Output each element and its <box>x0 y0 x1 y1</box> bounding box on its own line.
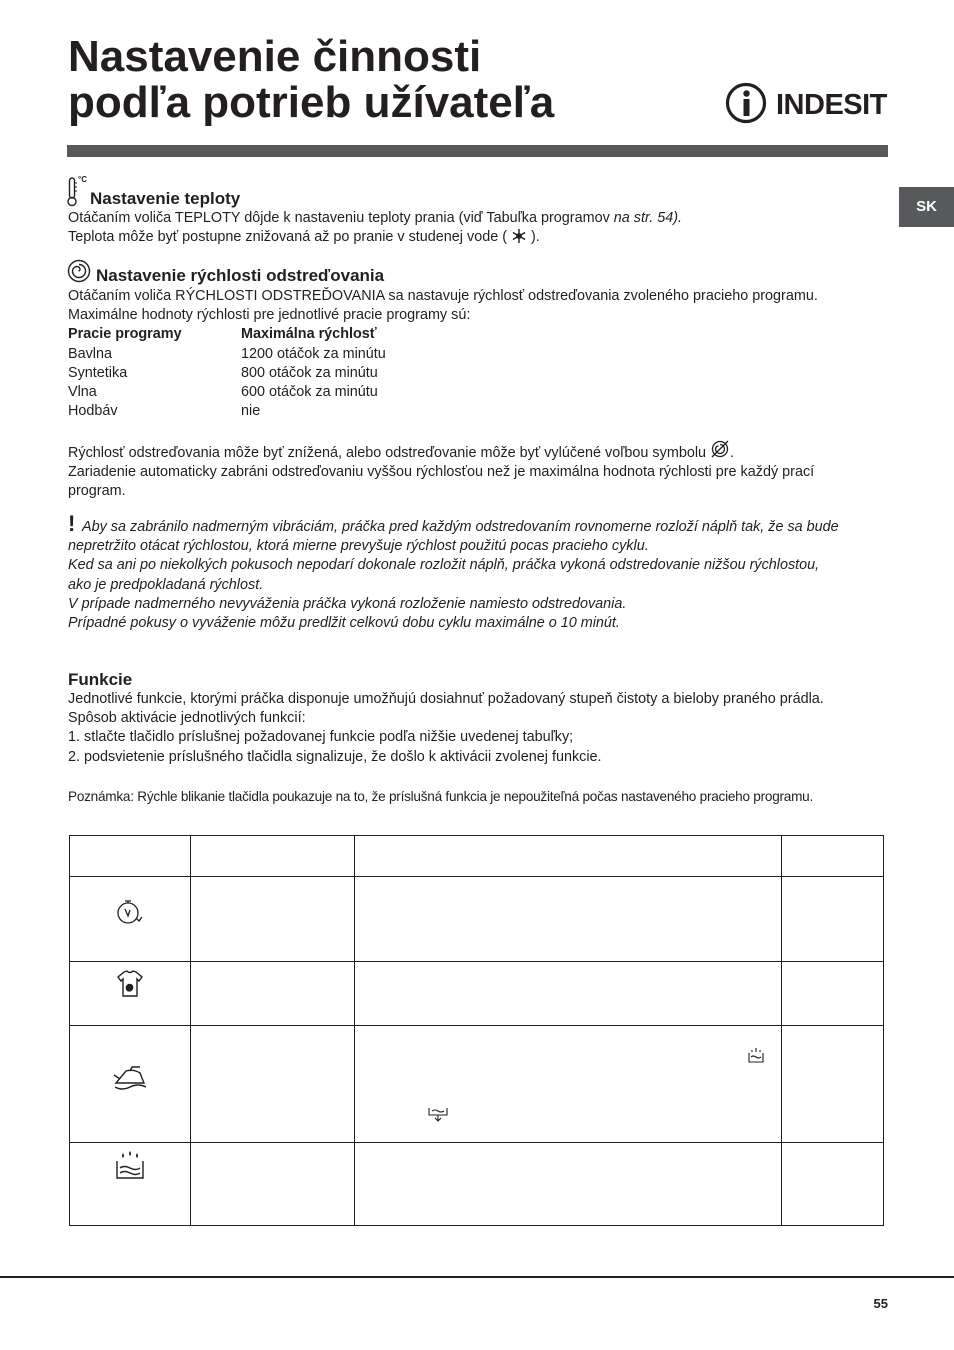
table-icon-cell <box>70 1026 191 1143</box>
warning-mark: ! <box>68 511 76 536</box>
table-name-cell <box>191 962 355 1026</box>
spin-table-header <box>68 325 888 344</box>
functions-heading: Funkcie <box>68 670 133 689</box>
table-icon-cell <box>70 877 191 962</box>
spin-text <box>68 287 888 421</box>
extra-rinse-small-icon <box>747 1046 765 1064</box>
warning-line: ako je predpokladaná rýchlost. <box>68 576 264 593</box>
warning-line: Ked sa ani po niekolkých pokusoch nepodarí dokonale rozložit náplň, práčka vykoná odstredovanie nižšou rýchlostou, <box>68 557 820 574</box>
functions-note: Poznámka: Rýchle blikanie tlačidla poukazuje na to, že príslušná funkcia je nepoužiteľná počas nastaveného pracieho programu. <box>68 789 814 804</box>
functions-line: 2. podsvietenie príslušného tlačidla signalizuje, že došlo k aktivácii zvolenej funkcie. <box>68 748 602 765</box>
temperature-line2 <box>68 228 888 247</box>
functions-table <box>69 835 884 1226</box>
table-header-cell <box>355 836 782 877</box>
functions-line: 1. stlačte tlačidlo príslušnej požadovanej funkcie podľa nižšie uvedenej tabuľky; <box>68 729 574 746</box>
temperature-line1 <box>68 209 888 228</box>
warning-line: V prípade nadmerného nevyváženia práčka vykoná rozloženie namiesto odstredovania. <box>68 595 627 612</box>
page-number: 55 <box>873 1296 888 1311</box>
table-row <box>70 877 884 962</box>
warning-text <box>68 518 888 633</box>
table-row <box>70 1143 884 1226</box>
spin-program-name: Hodbáv <box>68 403 118 420</box>
spin-table-row <box>68 345 888 364</box>
table-header-cell <box>782 836 884 877</box>
spin-heading: Nastavenie rýchlosti odstreďovania <box>96 266 385 285</box>
table-name-cell <box>191 1026 355 1143</box>
spin-col-programs: Pracie programy <box>68 326 182 343</box>
spin-line2: Maximálne hodnoty rýchlosti pre jednotlivé pracie programy sú: <box>68 307 471 324</box>
spin-notes <box>68 440 888 502</box>
spin-note1-text: Rýchlosť odstreďovania môže byť znížená, alebo odstreďovanie môže byť vylúčené voľbou symbolu <box>68 445 711 461</box>
delay-timer-icon <box>112 896 148 928</box>
spin-note2a: Zariadenie automaticky zabráni odstreďovaniu vyššou rýchlosťou než je maximálna hodnota rýchlosti pre každý prací <box>68 464 815 481</box>
page-title-line2: podľa potrieb užívateľa <box>68 78 555 127</box>
easy-iron-icon <box>110 1063 150 1095</box>
spin-table-row <box>68 364 888 383</box>
table-header-cell <box>191 836 355 877</box>
table-description-cell <box>355 1143 782 1226</box>
table-programs-cell <box>782 962 884 1026</box>
temperature-line1-text: Otáčaním voliča TEPLOTY dôjde k nastaveniu teploty prania (viď Tabuľka programov <box>68 210 614 226</box>
thermometer-icon <box>66 177 90 212</box>
spin-note1-end: . <box>730 445 735 461</box>
spin-note1 <box>68 440 888 463</box>
table-name-cell <box>191 877 355 962</box>
temperature-page-ref: na str. 54). <box>613 210 683 226</box>
table-programs-cell <box>782 877 884 962</box>
warning-line: nepretržito otácat rýchlostou, ktorá mierne prevyšuje rýchlost použitú pocas pracieho cyklu. <box>68 538 649 555</box>
drain-small-icon <box>427 1105 449 1123</box>
spin-program-name: Bavlna <box>68 345 113 362</box>
functions-line: Jednotlivé funkcie, ktorými práčka disponuje umožňujú dosiahnuť požadovaný stupeň čistoty a bieloby praného prádla. <box>68 691 824 707</box>
spin-icon <box>67 259 91 288</box>
table-programs-cell <box>782 1143 884 1226</box>
functions-text <box>68 690 888 767</box>
temperature-line2-end: ). <box>527 229 540 246</box>
table-description-cell <box>355 877 782 962</box>
spin-note2b: program. <box>68 483 126 500</box>
language-tab: SK <box>899 187 954 227</box>
thermometer-unit-label: °C <box>78 175 87 184</box>
footer-divider <box>0 1276 954 1278</box>
table-icon-cell <box>70 1143 191 1226</box>
extra-rinse-icon <box>114 1149 146 1181</box>
spin-program-speed: 800 otáčok za minútu <box>241 364 378 381</box>
snowflake-icon <box>511 228 527 244</box>
brand-wordmark: INDESIT <box>776 89 887 121</box>
spin-program-name: Vlna <box>68 384 97 401</box>
page-title-line1: Nastavenie činnosti <box>68 32 482 81</box>
no-spin-icon <box>710 440 730 458</box>
spin-line1: Otáčaním voliča RÝCHLOSTI ODSTREĎOVANIA sa nastavuje rýchlosť odstreďovania zvoleného pracieho programu. <box>68 288 818 304</box>
temperature-text <box>68 209 888 247</box>
table-header-row <box>70 836 884 877</box>
functions-line: Spôsob aktivácie jednotlivých funkcií: <box>68 710 306 727</box>
stain-shirt-icon <box>114 968 146 1000</box>
spin-table-row <box>68 402 888 421</box>
table-row <box>70 962 884 1026</box>
spin-table-row <box>68 383 888 402</box>
temperature-line2-text: Teplota môže byť postupne znižovaná až po pranie v studenej vode ( <box>68 229 511 246</box>
warning-line: Prípadné pokusy o vyváženie môžu predlžit celkovú dobu cyklu maximálne o 10 minút. <box>68 615 620 632</box>
table-row <box>70 1026 884 1143</box>
spin-program-speed: 1200 otáčok za minútu <box>241 345 386 362</box>
table-header-cell <box>70 836 191 877</box>
table-description-cell <box>355 1026 782 1143</box>
table-name-cell <box>191 1143 355 1226</box>
spin-col-max-speed: Maximálna rýchlosť <box>241 326 377 343</box>
table-programs-cell <box>782 1026 884 1143</box>
indesit-i-icon <box>724 82 770 128</box>
table-icon-cell <box>70 962 191 1026</box>
temperature-heading: Nastavenie teploty <box>90 189 241 208</box>
spin-program-speed: nie <box>241 403 261 420</box>
table-description-cell <box>355 962 782 1026</box>
spin-program-speed: 600 otáčok za minútu <box>241 384 378 401</box>
warning-line: Aby sa zabránilo nadmerným vibráciám, práčka pred každým odstredovaním rovnomerne rozloží náplň tak, že sa bude <box>82 519 839 535</box>
indesit-logo <box>724 82 890 128</box>
page-title <box>68 34 708 126</box>
header-divider-bar <box>67 145 888 157</box>
spin-program-name: Syntetika <box>68 364 128 381</box>
